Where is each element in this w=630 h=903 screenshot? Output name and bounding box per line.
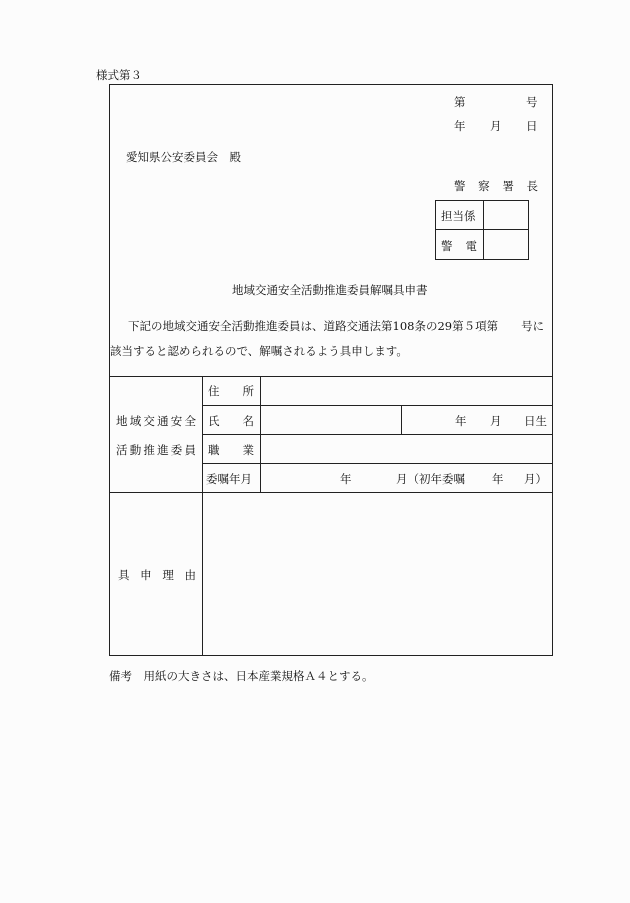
- number-suffix: 号: [526, 95, 538, 109]
- body-line-2: 該当すると認められるので、解嘱されるよう具申します。: [110, 344, 408, 358]
- birth-year: 年: [455, 414, 467, 428]
- addressee: 愛知県公安委員会 殿: [126, 150, 241, 164]
- date-year: 年: [454, 119, 466, 133]
- contact-phone-label: 警 電: [441, 239, 477, 253]
- date-day: 日: [526, 119, 538, 133]
- footnote: 備考 用紙の大きさは、日本産業規格Ａ４とする。: [109, 669, 374, 683]
- address-label: 住 所: [208, 384, 254, 398]
- document-title: 地域交通安全活動推進委員解嘱具申書: [232, 283, 428, 297]
- contact-phone-value[interactable]: [488, 238, 524, 254]
- birth-day-suffix: 日生: [524, 414, 547, 428]
- name-label: 氏 名: [208, 414, 254, 428]
- birth-month: 月: [490, 414, 502, 428]
- contact-person-value[interactable]: [488, 208, 524, 224]
- contact-person-label: 担当係: [441, 209, 476, 223]
- first-year: 年: [492, 472, 504, 486]
- reason-area[interactable]: [206, 498, 546, 648]
- occupation-label: 職 業: [208, 443, 254, 457]
- reason-label: 具 申 理 由: [118, 568, 196, 582]
- first-month: 月）: [524, 472, 547, 486]
- form-label: 様式第３: [96, 68, 142, 82]
- appoint-year: 年: [340, 472, 352, 486]
- appoint-month: 月（初年委嘱: [396, 472, 465, 486]
- member-group-line-2: 活 動 推 進 委 員: [116, 443, 196, 457]
- appointment-label: 委嘱年月: [206, 472, 252, 486]
- date-month: 月: [490, 119, 502, 133]
- body-line-1: 下記の地域交通安全活動推進委員は、道路交通法第108条の29第５項第 号に: [128, 319, 545, 333]
- sender: 警 察 署 長: [454, 179, 538, 193]
- member-group-line-1: 地 域 交 通 安 全: [116, 414, 196, 428]
- number-prefix: 第: [454, 95, 466, 109]
